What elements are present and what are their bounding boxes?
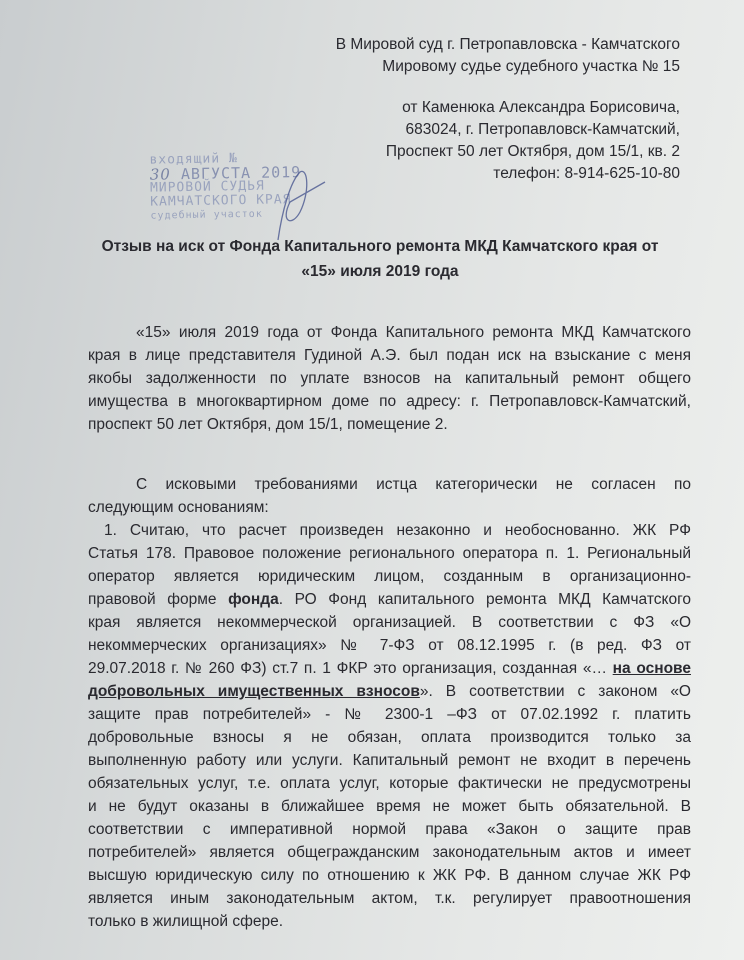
title-line: «15» июля 2019 года	[301, 263, 459, 280]
text-segment: Статья 178. Правовое положение регионального оператора п. 1. Региональный	[88, 545, 691, 562]
text-segment: проспект 50 лет Октября, дом 15/1, помещение 2.	[88, 416, 448, 433]
text-line	[88, 367, 691, 390]
text-line	[88, 795, 691, 818]
text-segment: оператор является юридическим лицом, созданным в организационно-	[88, 568, 691, 585]
document-body	[88, 321, 691, 933]
stamp-month: АВГУСТА 2019	[180, 163, 302, 184]
sender-name: от Каменюка Александра Борисовича,	[402, 99, 680, 116]
addressee-line: В Мировой суд г. Петропавловска - Камчатского	[335, 36, 680, 53]
emphasized-text: на основе	[612, 660, 691, 677]
text-line	[88, 657, 691, 680]
text-line	[88, 703, 691, 726]
text-line	[88, 390, 691, 413]
stamp-day: 30	[149, 165, 172, 184]
text-segment: С исковыми требованиями истца категорически не согласен по	[136, 476, 691, 493]
text-segment: имущества в многоквартирном доме по адресу: г. Петропавловск-Камчатский,	[88, 393, 691, 410]
stamp-line: судебный участок	[150, 208, 263, 222]
sender-phone: телефон: 8-914-625-10-80	[493, 165, 680, 182]
text-line	[88, 413, 691, 436]
sender-street: Проспект 50 лет Октября, дом 15/1, кв. 2	[385, 143, 680, 160]
text-line	[88, 772, 691, 795]
document-title	[60, 234, 700, 284]
text-segment: правовой форме	[88, 591, 229, 608]
paragraph	[88, 321, 691, 436]
text-segment: высшую юридическую силу по отношению к ЖК РФ. В данном случае ЖК РФ	[88, 867, 691, 884]
emphasized-text: добровольных имущественных взносов	[88, 683, 420, 700]
addressee-line: Мировому судье судебного участка № 15	[382, 58, 680, 75]
text-line	[88, 565, 691, 588]
stamp-line: входящий №	[149, 151, 238, 168]
text-line	[88, 680, 691, 703]
text-segment: защите прав потребителей» - № 2300-1 –ФЗ от 07.02.1992 г. платить	[88, 706, 691, 723]
text-line	[88, 321, 691, 344]
text-line	[88, 542, 691, 565]
text-segment: ». В соответствии с законом «О	[419, 683, 691, 700]
addressee-block	[260, 34, 680, 78]
text-line	[88, 473, 691, 496]
text-line	[88, 726, 691, 749]
text-segment: . РО Фонд капитального ремонта МКД Камчатского	[278, 591, 692, 608]
text-line	[88, 864, 691, 887]
text-line	[88, 910, 691, 933]
text-segment: выполненную работу или услуги. Капитальный ремонт не входит в перечень	[88, 752, 691, 769]
text-segment: следующим основаниям:	[88, 499, 269, 516]
text-segment: края в лице представителя Гудиной А.Э. был подан иск на взыскание с меня	[88, 347, 691, 364]
stamp-line: КАМЧАТСКОГО КРАЯ	[150, 192, 292, 210]
text-line	[88, 749, 691, 772]
text-segment: края является некоммерческой организацией. В соответствии с ФЗ «О	[88, 614, 691, 631]
text-line	[88, 344, 691, 367]
text-line	[88, 496, 691, 519]
text-segment: добровольные взносы я не обязан, оплата производится только за	[88, 729, 691, 746]
text-line	[88, 634, 691, 657]
text-segment: якобы задолженности по уплате взносов на капитальный ремонт общего	[88, 370, 691, 387]
text-segment: 1. Считаю, что расчет произведен незаконно и необоснованно. ЖК РФ	[104, 522, 691, 539]
text-line	[88, 519, 691, 542]
text-line	[88, 818, 691, 841]
text-segment: только в жилищной сфере.	[88, 913, 284, 930]
text-segment: 29.07.2018 г. № 260 ФЗ) ст.7 п. 1 ФКР это организация, созданная «…	[88, 660, 613, 677]
text-line	[88, 887, 691, 910]
title-line: Отзыв на иск от Фонда Капитального ремонта МКД Камчатского края от	[101, 238, 659, 255]
paragraph	[88, 473, 691, 933]
text-segment: потребителей» является общегражданским законодательным актов и имеет	[88, 844, 691, 861]
stamp-line: МИРОВОЙ СУДЬЯ	[149, 178, 265, 196]
text-line	[88, 611, 691, 634]
text-segment: «15» июля 2019 года от Фонда Капитального ремонта МКД Камчатского	[136, 324, 691, 341]
text-segment: соответствии с императивной нормой права «Закон о защите прав	[88, 821, 691, 838]
text-segment: и не будут оказаны в ближайшее время не может быть обязательной. В	[88, 798, 691, 815]
text-line	[88, 588, 691, 611]
text-segment: некоммерческих организациях» № 7-ФЗ от 08.12.1995 г. (в ред. ФЗ от	[88, 637, 691, 654]
emphasized-text: фонда	[228, 591, 279, 608]
sender-address: 683024, г. Петропавловск-Камчатский,	[405, 121, 680, 138]
text-segment: является иным законодательным актом, т.к. регулирует правоотношения	[88, 890, 691, 907]
text-line	[88, 841, 691, 864]
text-segment: обязательных услуг, т.е. оплата услуг, которые фактически не предусмотрены	[88, 775, 691, 792]
